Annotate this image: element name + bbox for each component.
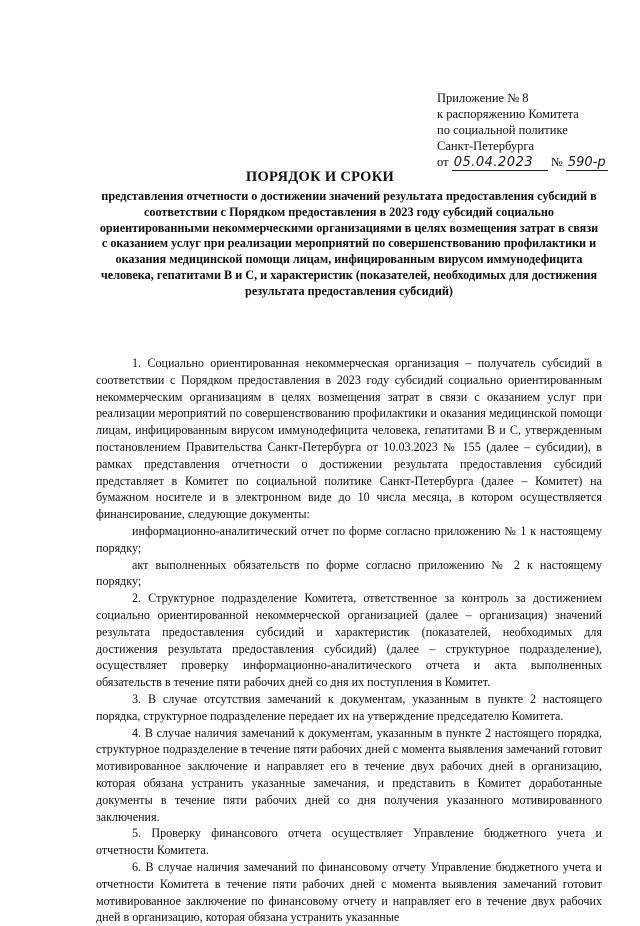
date-prefix: от bbox=[437, 155, 449, 169]
document-subtitle: представления отчетности о достижении значений результата предоставления субсидий в соответствии с Порядком предоставления в 2023 году субсидий социально ориентированными некоммерческими организациями в целях возмещения затрат в связи с оказанием услуг при реализации мероприятий по совершенствованию профилактики и оказания медицинской помощи лицам, инфицированным вирусом иммунодефицита человека, гепатитами В и С, и характеристик (показателей, необходимых для достижения результата предоставления субсидий) bbox=[99, 189, 599, 298]
appendix-line-order: к распоряжению Комитета bbox=[437, 107, 579, 121]
paragraph-3: 3. В случае отсутствия замечаний к документам, указанным в пункте 2 настоящего порядка, структурное подразделение передает их на утверждение председателю Комитета. bbox=[96, 691, 602, 723]
paragraph-1-item-report: информационно-аналитический отчет по форме согласно приложению № 1 к настоящему порядку; bbox=[96, 523, 602, 555]
handwritten-date: 05.04.2023 bbox=[452, 156, 548, 171]
paragraph-6: 6. В случае наличия замечаний по финансовому отчету Управление бюджетного учета и отчетности Комитета в течение пяти рабочих дней с момента выявления замечаний готовит мотивированное заключение по финансовому отчету и направляет его в течение двух рабочих дней в организацию, которая обязана устранить указанные bbox=[96, 859, 602, 925]
document-body bbox=[96, 355, 602, 926]
document-title: ПОРЯДОК И СРОКИ bbox=[245, 169, 395, 185]
appendix-line-city: Санкт-Петербурга bbox=[437, 139, 535, 153]
paragraph-2: 2. Структурное подразделение Комитета, ответственное за контроль за достижением социально ориентированной некоммерческой организацией (далее – организация) значений результата предоставления субсидий и характеристик (показателей, необходимых для достижения результата предоставления субсидий) (далее – структурное подразделение), осуществляет проверку информационно-аналитического отчета и акта выполненных обязательств в течение пяти рабочих дней со дня их поступления в Комитет. bbox=[96, 591, 602, 690]
appendix-line-committee: по социальной политике bbox=[437, 123, 568, 137]
appendix-header bbox=[437, 90, 627, 171]
paragraph-1-item-act: акт выполненных обязательств по форме согласно приложению № 2 к настоящему порядку; bbox=[96, 557, 602, 589]
paragraph-1: 1. Социально ориентированная некоммерческая организация – получатель субсидий в соответствии с Порядком предоставления в 2023 году субсидий социально ориентированным некоммерческим организациям в целях возмещения затрат в связи с оказанием услуг при реализации мероприятий по совершенствованию профилактики и оказания медицинской помощи лицам, инфицированным вирусом иммунодефицита человека, гепатитами В и С, утвержденным постановлением Правительства Санкт-Петербурга от 10.03.2023 № 155 (далее – субсидии), в рамках представления отчетности о достижении результата предоставления субсидий представляет в Комитет по социальной политике Санкт-Петербурга (далее – Комитет) на бумажном носителе и в электронном виде до 10 числа месяца, в котором осуществляется финансирование, следующие документы: bbox=[96, 356, 602, 522]
paragraph-5: 5. Проверку финансового отчета осуществляет Управление бюджетного учета и отчетности Комитета. bbox=[96, 826, 602, 858]
appendix-number: Приложение № 8 bbox=[437, 91, 529, 105]
paragraph-4: 4. В случае наличия замечаний к документам, указанным в пункте 2 настоящего порядка, структурное подразделение в течение пяти рабочих дней с момента выявления замечаний готовит мотивированное заключение и направляет его в течение двух рабочих дней в организацию, которая обязана устранить указанные замечания, и представить в Комитет доработанные документы в течение пяти рабочих дней со дня получения указанного мотивированного заключения. bbox=[96, 725, 602, 824]
number-sign: № bbox=[550, 155, 563, 169]
handwritten-number: 590-р bbox=[566, 156, 608, 171]
